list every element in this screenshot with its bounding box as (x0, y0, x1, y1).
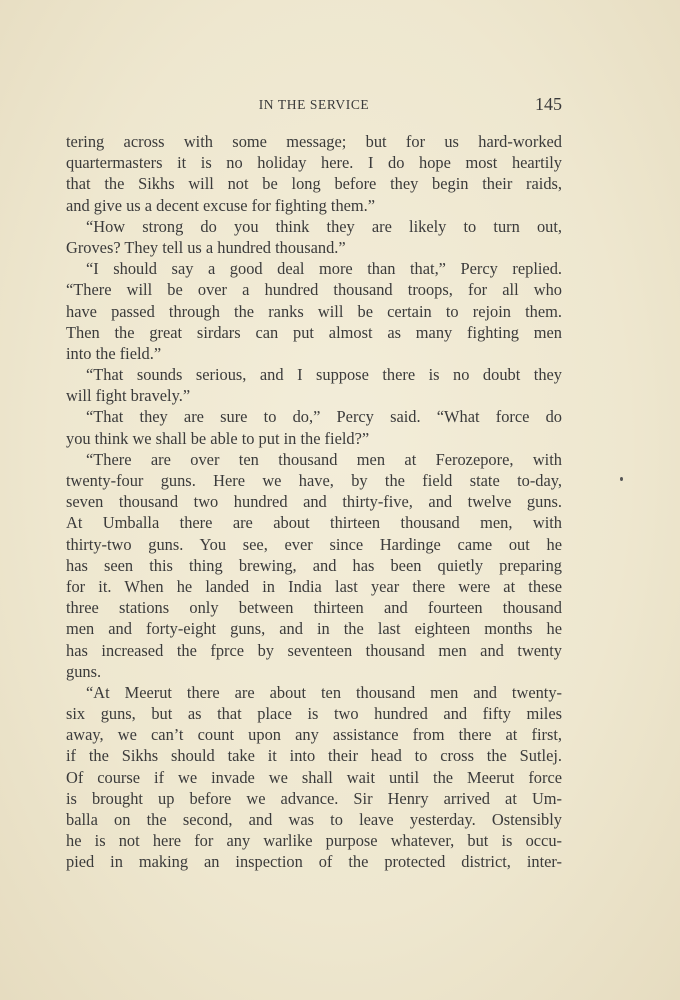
text-line: “How strong do you think they are likely to turn out, (86, 216, 562, 236)
text-line: three stations only between thirteen and fourteen thousand (66, 598, 562, 618)
text-line: away, we can’t count upon any assistance from there at first, (66, 725, 562, 745)
text-line: if the Sikhs should take it into their head to cross the Sutlej. (66, 746, 562, 766)
text-line: balla on the second, and was to leave yesterday. Ostensibly (66, 810, 562, 829)
text-line: Groves? They tell us a hundred thousand.” (66, 237, 346, 257)
text-line: “That sounds serious, and I suppose there is no doubt they (86, 365, 562, 385)
text-line: that the Sikhs will not be long before they begin their raids, (66, 174, 562, 194)
text-line: seven thousand two hundred and thirty-five, and twelve guns. (66, 492, 562, 512)
text-line: he is not here for any warlike purpose whatever, but is occu- (66, 831, 562, 851)
text-line: for it. When he landed in India last year there were at these (66, 576, 562, 596)
page-number: 145 (535, 94, 562, 114)
text-line: have passed through the ranks will be certain to rejoin them. (66, 301, 562, 321)
text-line: has increased the fprce by seventeen thousand men and twenty (66, 640, 562, 660)
text-line: quartermasters it is no holiday here. I do hope most heartily (66, 153, 562, 173)
text-line: twenty-four guns. Here we have, by the field state to-day, (66, 471, 562, 490)
text-line: “At Meerut there are about ten thousand men and twenty- (86, 682, 562, 702)
text-line: is brought up before we advance. Sir Henry arrived at Um- (66, 788, 562, 808)
text-line: tering across with some message; but for us hard-worked (66, 132, 562, 151)
running-head: IN THE SERVICE (258, 97, 370, 112)
text-line: At Umballa there are about thirteen thousand men, with (66, 513, 562, 533)
text-line: “There are over ten thousand men at Ferozepore, with (86, 449, 562, 469)
text-line: guns. (66, 661, 102, 681)
text-line: has seen this thing brewing, and has been quietly preparing (66, 555, 562, 575)
text-line: Then the great sirdars can put almost as many fighting men (66, 322, 562, 342)
text-line: Of course if we invade we shall wait until the Meerut force (66, 767, 562, 787)
text-line: pied in making an inspection of the protected district, inter- (66, 852, 562, 872)
text-line: “There will be over a hundred thousand troops, for all who (66, 280, 562, 300)
text-line: men and forty-eight guns, and in the last eighteen months he (66, 619, 562, 639)
text-line: “That they are sure to do,” Percy said. “What force do (86, 407, 562, 427)
text-line: six guns, but as that place is two hundred and fifty miles (66, 704, 562, 724)
text-line: you think we shall be able to put in the field?” (66, 428, 370, 448)
text-line: thirty-two guns. You see, ever since Hardinge came out he (66, 534, 562, 554)
text-line: “I should say a good deal more than that,” Percy replied. (86, 259, 562, 279)
ink-speck (620, 477, 623, 481)
text-line: and give us a decent excuse for fighting them.” (66, 195, 376, 215)
text-line: will fight bravely.” (66, 386, 191, 406)
text-line: into the field.” (66, 343, 162, 363)
page-header (66, 94, 562, 118)
body-text (66, 131, 562, 873)
